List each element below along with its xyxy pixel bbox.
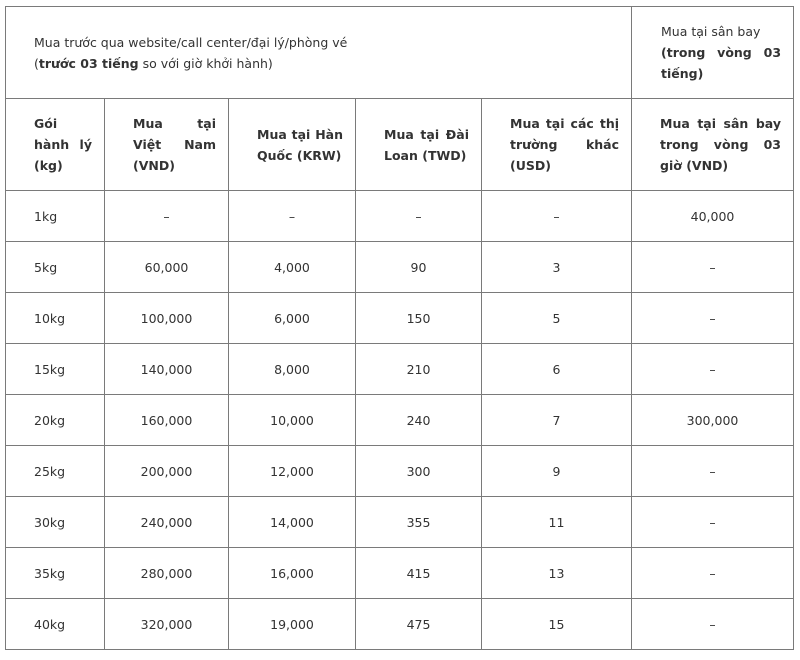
column-header-row: [6, 99, 794, 191]
price-krw-cell: 4,000: [229, 242, 356, 293]
package-weight-cell: 30kg: [6, 497, 105, 548]
table-row: [6, 548, 794, 599]
price-vnd-cell: 240,000: [105, 497, 229, 548]
advance-purchase-note: (trước 03 tiếng so với giờ khởi hành): [34, 55, 273, 71]
price-vnd-cell: 160,000: [105, 395, 229, 446]
price-krw-cell: 6,000: [229, 293, 356, 344]
price-krw-cell: 10,000: [229, 395, 356, 446]
airport-price-vnd-cell: –: [632, 344, 794, 395]
price-vnd-cell: 320,000: [105, 599, 229, 650]
price-twd-cell: 150: [356, 293, 482, 344]
column-header: Mua tại sân bay trong vòng 03 giờ (VND): [632, 99, 794, 191]
price-twd-cell: –: [356, 191, 482, 242]
price-twd-cell: 210: [356, 344, 482, 395]
airport-price-vnd-cell: –: [632, 497, 794, 548]
price-krw-cell: 16,000: [229, 548, 356, 599]
package-weight-cell: 15kg: [6, 344, 105, 395]
package-weight-cell: 25kg: [6, 446, 105, 497]
table-row: [6, 599, 794, 650]
advance-purchase-note-bold: trước 03 tiếng: [38, 55, 139, 71]
package-weight-cell: 1kg: [6, 191, 105, 242]
airport-price-vnd-cell: –: [632, 293, 794, 344]
airport-price-vnd-cell: –: [632, 446, 794, 497]
price-vnd-cell: –: [105, 191, 229, 242]
price-usd-cell: 11: [482, 497, 632, 548]
airport-purchase-title: Mua tại sân bay: [661, 24, 761, 39]
airport-purchase-header: [632, 7, 794, 99]
price-twd-cell: 90: [356, 242, 482, 293]
price-usd-cell: 15: [482, 599, 632, 650]
table-row: [6, 395, 794, 446]
package-weight-cell: 35kg: [6, 548, 105, 599]
price-vnd-cell: 60,000: [105, 242, 229, 293]
airport-price-vnd-cell: –: [632, 242, 794, 293]
price-vnd-cell: 100,000: [105, 293, 229, 344]
price-twd-cell: 475: [356, 599, 482, 650]
table-row: [6, 446, 794, 497]
airport-price-vnd-cell: 40,000: [632, 191, 794, 242]
column-header: Mua tại các thị trường khác (USD): [482, 99, 632, 191]
price-usd-cell: 3: [482, 242, 632, 293]
table-row: [6, 497, 794, 548]
price-usd-cell: –: [482, 191, 632, 242]
price-usd-cell: 9: [482, 446, 632, 497]
column-header: Mua tại Đài Loan (TWD): [356, 99, 482, 191]
price-twd-cell: 355: [356, 497, 482, 548]
price-vnd-cell: 280,000: [105, 548, 229, 599]
group-header-row: [6, 7, 794, 99]
package-weight-cell: 40kg: [6, 599, 105, 650]
table-row: [6, 293, 794, 344]
package-weight-cell: 20kg: [6, 395, 105, 446]
table-row: [6, 242, 794, 293]
airport-price-vnd-cell: 300,000: [632, 395, 794, 446]
column-header: Gói hành lý (kg): [6, 99, 105, 191]
package-weight-cell: 10kg: [6, 293, 105, 344]
price-krw-cell: –: [229, 191, 356, 242]
column-header: Mua tại Hàn Quốc (KRW): [229, 99, 356, 191]
price-krw-cell: 14,000: [229, 497, 356, 548]
price-usd-cell: 13: [482, 548, 632, 599]
package-weight-cell: 5kg: [6, 242, 105, 293]
price-twd-cell: 300: [356, 446, 482, 497]
advance-purchase-title: Mua trước qua website/call center/đại lý/phòng vé: [34, 34, 348, 50]
price-vnd-cell: 140,000: [105, 344, 229, 395]
price-twd-cell: 240: [356, 395, 482, 446]
advance-purchase-header: [6, 7, 632, 99]
price-usd-cell: 6: [482, 344, 632, 395]
table-row: [6, 191, 794, 242]
fee-rows: [6, 191, 794, 650]
price-twd-cell: 415: [356, 548, 482, 599]
price-krw-cell: 19,000: [229, 599, 356, 650]
price-krw-cell: 8,000: [229, 344, 356, 395]
baggage-fee-table: [5, 6, 794, 650]
price-usd-cell: 7: [482, 395, 632, 446]
airport-price-vnd-cell: –: [632, 548, 794, 599]
table-row: [6, 344, 794, 395]
airport-purchase-note: (trong vòng 03 tiếng): [661, 45, 782, 81]
price-krw-cell: 12,000: [229, 446, 356, 497]
price-vnd-cell: 200,000: [105, 446, 229, 497]
airport-price-vnd-cell: –: [632, 599, 794, 650]
column-header: Mua tại Việt Nam (VND): [105, 99, 229, 191]
price-usd-cell: 5: [482, 293, 632, 344]
